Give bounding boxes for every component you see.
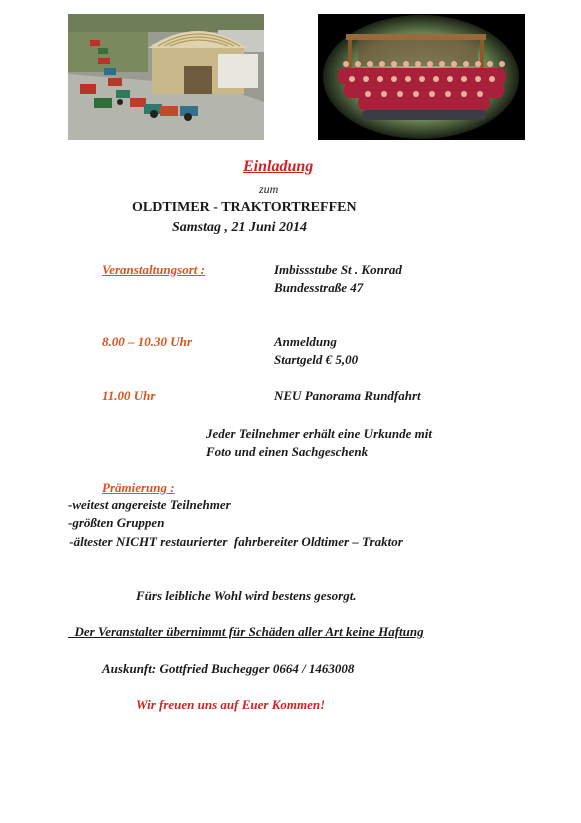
awards-heading: Prämierung : [102,480,175,495]
invitation-title: Einladung [243,158,314,175]
photo-tractor-hall [68,14,264,140]
tour-time: 11.00 Uhr [102,388,156,403]
award-item: -größten Gruppen [68,515,165,530]
registration-time: 8.00 – 10.30 Uhr [102,334,192,349]
registration-text: Anmeldung [274,334,337,349]
venue-label: Veranstaltungsort : [102,262,205,277]
closing-text: Wir freuen uns auf Euer Kommen! [136,697,326,712]
zum-text: zum [259,182,279,196]
event-date: Samstag , 21 Juni 2014 [172,220,307,235]
venue-line-1: Imbissstube St . Konrad [274,262,402,277]
award-item: -ältester NICHT restaurierter fahrbereiter Oldtimer – Traktor [66,534,403,549]
liability-text: Der Veranstalter übernimmt für Schäden aller Art keine Haftung [68,624,424,639]
tractor-hall-image [68,14,264,140]
photo-group [318,14,525,140]
tour-text: NEU Panorama Rundfahrt [274,388,421,403]
award-item: -weitest angereiste Teilnehmer [68,497,231,512]
group-photo-image [318,14,525,140]
venue-line-2: Bundesstraße 47 [274,280,364,295]
event-name: OLDTIMER - TRAKTORTREFFEN [132,200,357,215]
entry-fee-text: Startgeld € 5,00 [274,352,359,367]
certificate-line-1: Jeder Teilnehmer erhält eine Urkunde mit [206,426,432,441]
catering-text: Fürs leibliche Wohl wird bestens gesorgt. [136,588,357,603]
certificate-line-2: Foto und einen Sachgeschenk [206,444,369,459]
contact-text: Auskunft: Gottfried Buchegger 0664 / 1463008 [102,661,355,676]
